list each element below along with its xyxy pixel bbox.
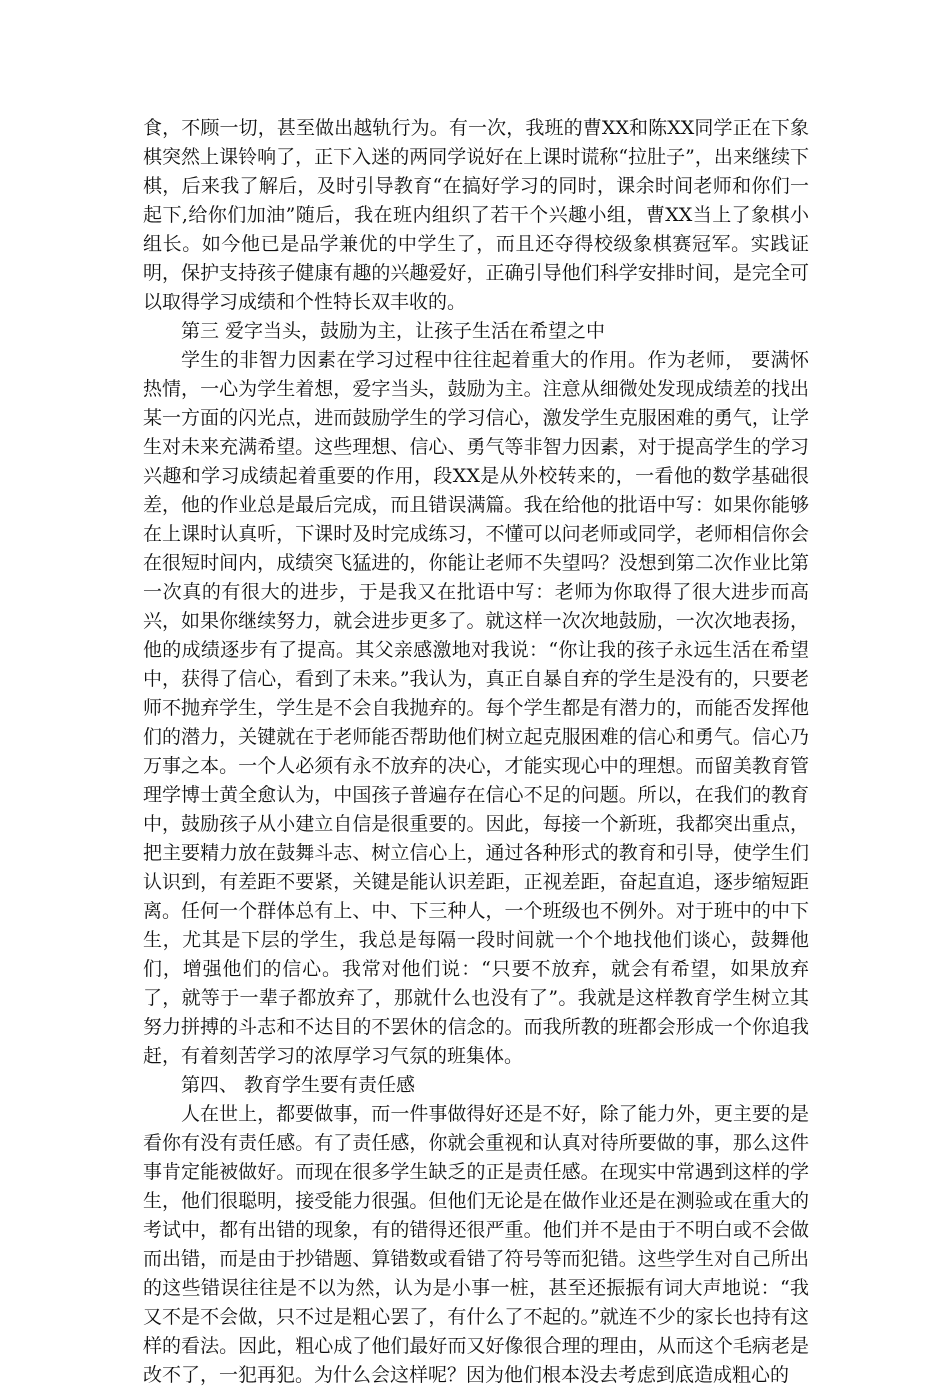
document-page <box>143 114 809 1390</box>
section-heading-three: 第三 爱字当头，鼓励为主，让孩子生活在希望之中 <box>181 320 606 342</box>
paragraph-encouragement: 学生的非智力因素在学习过程中往往起着重大的作用。作为老师， 要满怀热情，一心为学生着想，爱字当头，鼓励为主。注意从细微处发现成绩差的找出某一方面的闪光点，进而鼓励学生的学习信心，激发学生克服困难的勇气，让学生对未来充满希望。这些理想、信心、勇气等非智力因素，对于提高学生的学习兴趣和学习成绩起着重要的作用，段XX是从外校转来的，一看他的数学基础很差，他的作业总是最后完成，而且错误满篇。我在给他的批语中写：如果你能够在上课时认真听，下课时及时完成练习，不懂可以问老师或同学，老师相信你会在很短时间内，成绩突飞猛进的，你能让老师不失望吗？没想到第二次作业比第一次真的有很大的进步，于是我又在批语中写：老师为你取得了很大进步而高兴，如果你继续努力，就会进步更多了。就这样一次次地鼓励，一次次地表扬，他的成绩逐步有了提高。其父亲感激地对我说：“你让我的孩子永远生活在希望中，获得了信心，看到了未来。”我认为，真正自暴自弃的学生是没有的，只要老师不抛弃学生，学生是不会自我抛弃的。每个学生都是有潜力的，而能否发挥他们的潜力，关键就在于老师能否帮助他们树立起克服困难的信心和勇气。信心乃万事之本。一个人必须有永不放弃的决心，才能实现心中的理想。而留美教育管理学博士黄全愈认为，中国孩子普遍存在信心不足的问题。所以，在我们的教育中，鼓励孩子从小建立自信是很重要的。因此，每接一个新班，我都突出重点，把主要精力放在鼓舞斗志、树立信心上，通过各种形式的教育和引导，使学生们认识到，有差距不要紧，关键是能认识差距，正视差距，奋起直追，逐步缩短距离。任何一个群体总有上、中、下三种人，一个班级也不例外。对于班中的中下生，尤其是下层的学生，我总是每隔一段时间就一个个地找他们谈心，鼓舞他们，增强他们的信心。我常对他们说：“只要不放弃，就会有希望，如果放弃了，就等于一辈子都放弃了，那就什么也没有了”。我就是这样教育学生树立其努力拼搏的斗志和不达目的不罢休的信念的。而我所教的班都会形成一个你追我赶，有着刻苦学习的浓厚学习气氛的班集体。 <box>143 349 809 1067</box>
section-heading-four: 第四、 教育学生要有责任感 <box>181 1074 416 1096</box>
paragraph-responsibility: 人在世上，都要做事，而一件事做得好还是不好，除了能力外，更主要的是看你有没有责任感。有了责任感，你就会重视和认真对待所要做的事，那么这件事肯定能被做好。而现在很多学生缺乏的正是责任感。在现实中常遇到这样的学生，他们很聪明，接受能力很强。但他们无论是在做作业还是在测验或在重大的考试中，都有出错的现象，有的错得还很严重。他们并不是由于不明白或不会做而出错，而是由于抄错题、算错数或看错了符号等而犯错。这些学生对自己所出的这些错误往往是不以为然，认为是小事一桩，甚至还振振有词大声地说：“我又不是不会做，只不过是粗心罢了，有什么了不起的。”就连不少的家长也持有这样的看法。因此，粗心成了他们最好而又好像很合理的理由，从而这个毛病老是改不了，一犯再犯。为什么会这样呢？因为他们根本没去考虑到底造成粗心的 <box>143 1103 809 1386</box>
paragraph-hobby-example: 食，不顾一切，甚至做出越轨行为。有一次，我班的曹XX和陈XX同学正在下象棋突然上课铃响了，正下入迷的两同学说好在上课时谎称“拉肚子”，出来继续下棋，后来我了解后，及时引导教育“在搞好学习的同时，课余时间老师和你们一起下,给你们加油”随后，我在班内组织了若干个兴趣小组，曹XX当上了象棋小组长。如今他已是品学兼优的中学生了，而且还夺得校级象棋赛冠军。实践证明，保护支持孩子健康有趣的兴趣爱好，正确引导他们科学安排时间，是完全可以取得学习成绩和个性特长双丰收的。 <box>143 117 809 313</box>
